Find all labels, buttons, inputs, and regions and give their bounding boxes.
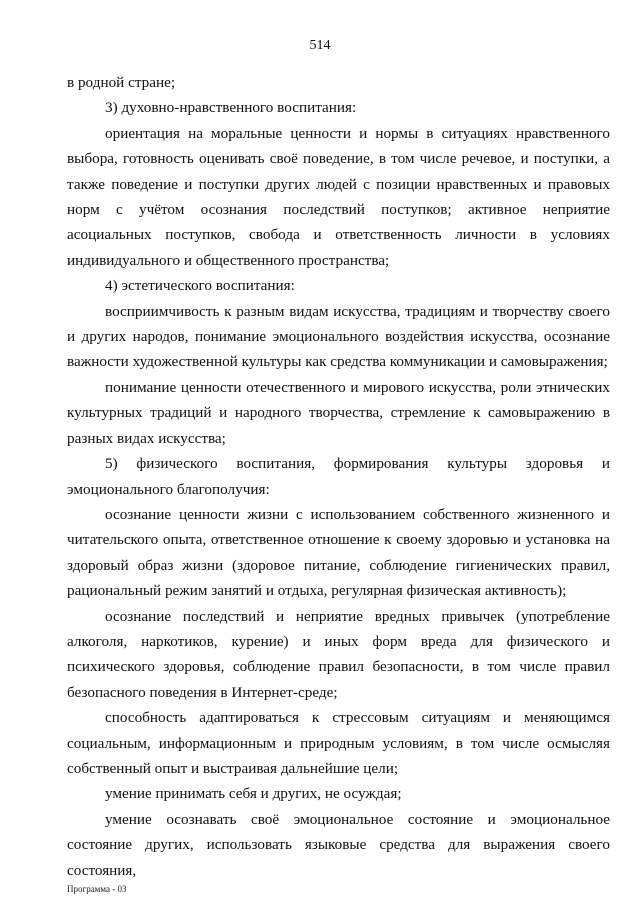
paragraph-continuation: в родной стране; — [67, 74, 176, 91]
page-number: 514 — [309, 38, 331, 53]
section-heading-aesthetic: 4) эстетического воспитания: — [105, 277, 295, 295]
section-heading-physical: 5) физического воспитания, формирования культуры здоровья и эмоционального благополучия: — [67, 455, 610, 498]
paragraph-stress-adaptation: способность адаптироваться к стрессовым ситуациям и меняющимся социальным, информационным и природным условиям, в том числе осмысляя собственный опыт и выстраивая дальнейшие цели; — [67, 709, 610, 777]
document-body — [67, 70, 610, 883]
paragraph-bad-habits: осознание последствий и неприятие вредных привычек (употребление алкоголя, наркотиков, курение) и иных форм вреда для физического и психического здоровья, соблюдение правил безопасности, в том числе правил безопасного поведения в Интернет-среде; — [67, 607, 610, 701]
paragraph-moral-values: ориентация на моральные ценности и нормы в ситуациях нравственного выбора, готовность оценивать своё поведение, в том числе речевое, и поступки, а также поведение и поступки других людей с позиции нравственных и правовых норм с учётом осознания последствий поступков; активное неприятие асоциальных поступков, свобода и ответственность личности в условиях индивидуального и общественного пространства; — [67, 124, 610, 269]
paragraph-art-value: понимание ценности отечественного и мирового искусства, роли этнических культурных традиций и народного творчества, стремление к самовыражению в разных видах искусства; — [67, 378, 610, 447]
paragraph-self-acceptance: умение принимать себя и других, не осуждая; — [105, 785, 402, 803]
paragraph-emotional-awareness: умение осознавать своё эмоциональное состояние и эмоциональное состояние других, использовать языковые средства для выражения своего состояния, — [67, 810, 610, 879]
page-footer: Программа - 03 — [67, 884, 127, 894]
paragraph-art-receptivity: восприимчивость к разным видам искусства, традициям и творчеству своего и других народов, понимание эмоционального воздействия искусства, осознание важности художественной культуры как средства коммуникации и самовыражения; — [67, 302, 610, 371]
paragraph-life-value: осознание ценности жизни с использованием собственного жизненного и читательского опыта, ответственное отношение к своему здоровью и установка на здоровый образ жизни (здоровое питание, соблюдение гигиенических правил, рациональный режим занятий и отдыха, регулярная физическая активность); — [67, 505, 610, 600]
section-heading-spiritual: 3) духовно-нравственного воспитания: — [105, 99, 357, 117]
